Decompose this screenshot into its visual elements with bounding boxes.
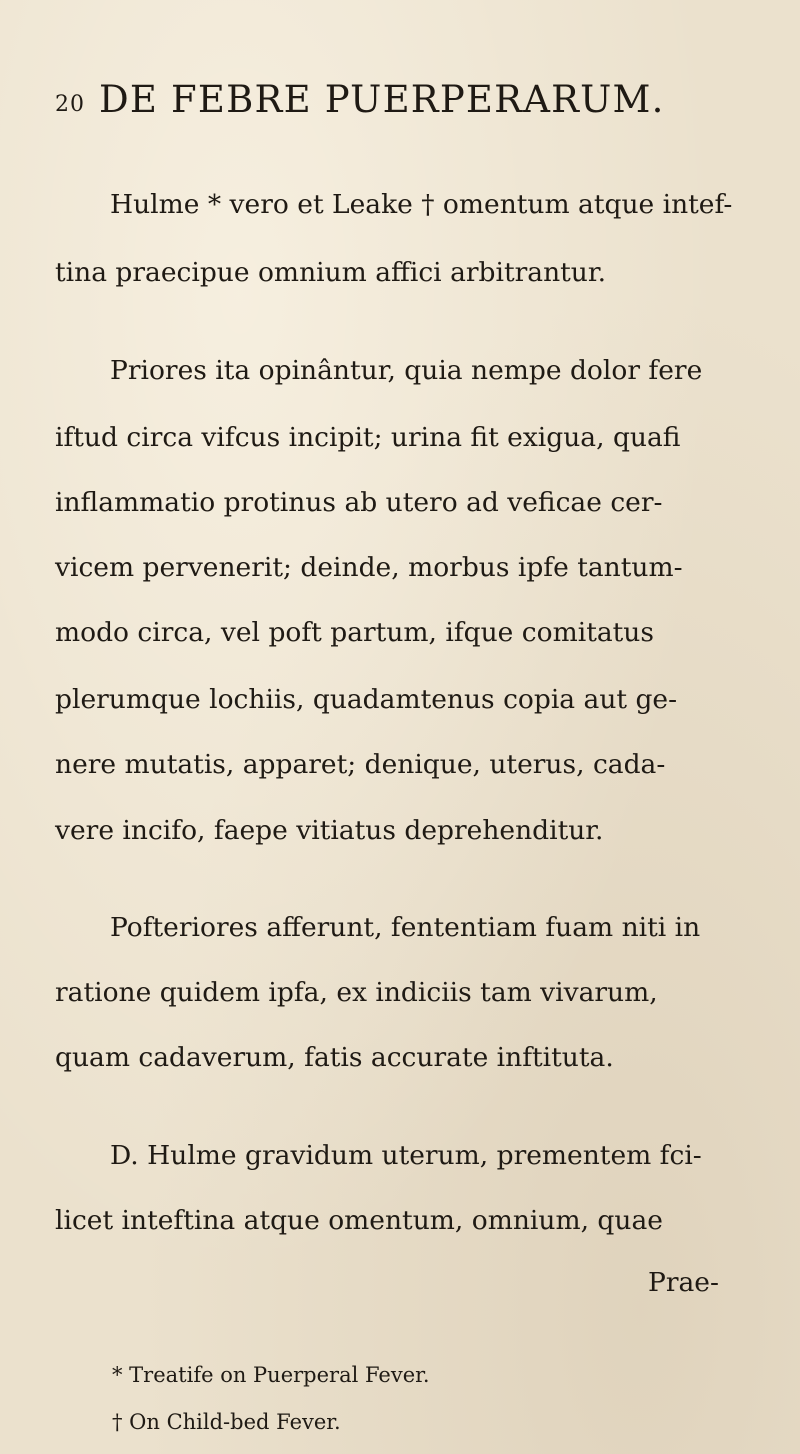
text-line: plerumque lochiis, quadamtenus copia aut ge- — [55, 684, 678, 715]
text-line: inflammatio protinus ab utero ad veficae cer- — [55, 487, 663, 518]
text-line: licet inteftina atque omentum, omnium, quae — [55, 1205, 663, 1236]
catchword: Prae- — [648, 1267, 719, 1298]
page-number: 20 — [55, 92, 85, 117]
text-line: vicem pervenerit; deinde, morbus ipfe tantum- — [55, 552, 683, 583]
text-line: modo circa, vel poft partum, ifque comitatus — [55, 617, 654, 648]
page-header — [55, 78, 755, 128]
footnote: * Treatife on Puerperal Fever. — [112, 1363, 430, 1387]
text-line: Pofteriores afferunt, fententiam fuam niti in — [110, 912, 701, 943]
footnote: † On Child-bed Fever. — [112, 1410, 341, 1434]
text-line: Priores ita opinântur, quia nempe dolor fere — [110, 355, 703, 386]
text-line: quam cadaverum, fatis accurate inftituta. — [55, 1042, 614, 1073]
text-line: Hulme * vero et Leake † omentum atque intef- — [110, 189, 733, 220]
text-line: vere incifo, faepe vitiatus deprehenditur. — [55, 815, 604, 846]
text-line: tina praecipue omnium affici arbitrantur. — [55, 257, 607, 288]
running-head: DE FEBRE PUERPERARUM. — [99, 78, 665, 121]
text-line: ratione quidem ipfa, ex indiciis tam vivarum, — [55, 977, 658, 1008]
text-line: nere mutatis, apparet; denique, uterus, cada- — [55, 749, 666, 780]
text-line: iftud circa vifcus incipit; urina fit exigua, quafi — [55, 422, 681, 453]
text-line: D. Hulme gravidum uterum, prementem fci- — [110, 1140, 702, 1171]
